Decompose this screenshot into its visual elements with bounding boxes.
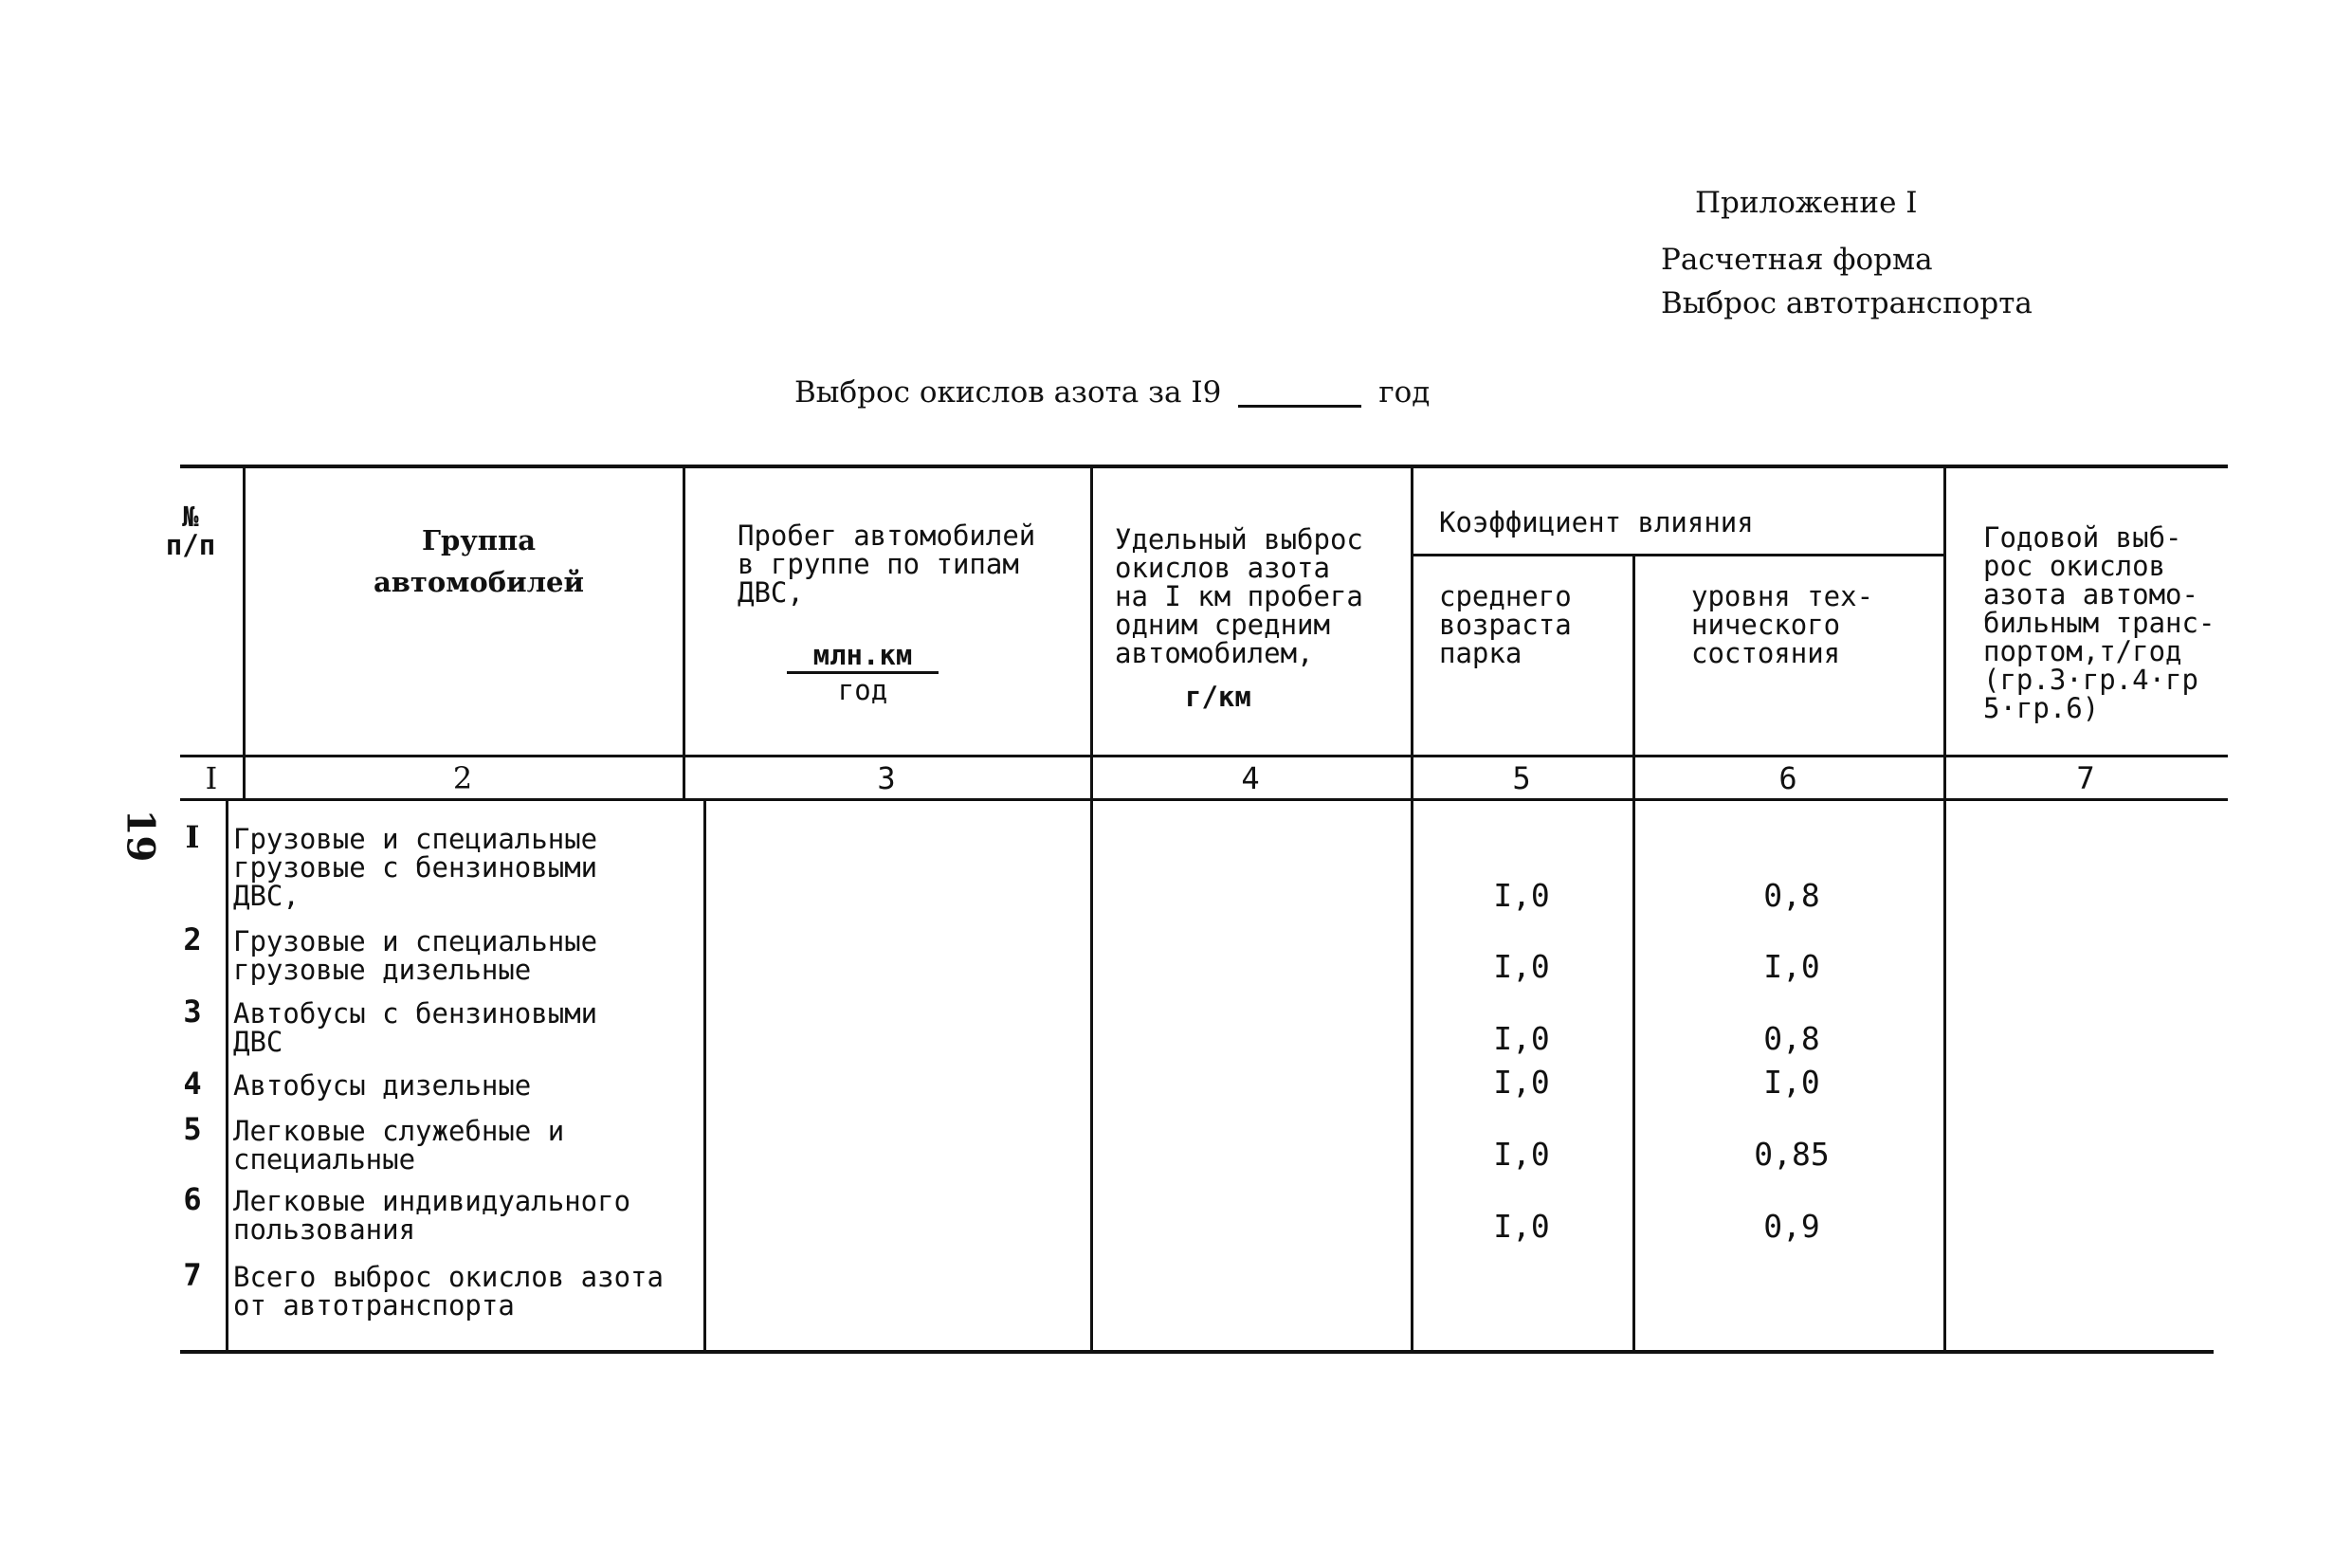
header-col-fleet-age: среднего возраста парка: [1439, 580, 1572, 669]
row-3-tech-coef: 0,8: [1763, 1020, 1820, 1057]
col-divider-1-body: [226, 799, 228, 1351]
row-1-tech-coef: 0,8: [1763, 877, 1820, 914]
row-5-number: 5: [183, 1111, 202, 1147]
header-col-tech-condition: уровня тех- нического состояния: [1691, 580, 1874, 669]
row-1-number: I: [185, 819, 200, 855]
row-1-age-coef: I,0: [1493, 877, 1550, 914]
appendix-label: Приложение I: [1695, 186, 1918, 220]
row-4-group: Автобусы дизельные: [233, 1069, 532, 1102]
col-divider-3: [1090, 466, 1093, 1351]
col-number-5: 5: [1512, 760, 1531, 796]
form-subject-label: Выброс автотранспорта: [1661, 286, 2033, 320]
col-number-6: 6: [1778, 760, 1797, 796]
mileage-unit-numerator: млн.км: [787, 639, 939, 674]
row-6-group: Легковые индивидуального пользования: [233, 1185, 631, 1246]
row-5-age-coef: I,0: [1493, 1136, 1550, 1173]
col-number-7: 7: [2076, 760, 2095, 796]
row-4-tech-coef: I,0: [1763, 1064, 1820, 1101]
mileage-unit-denominator: год: [837, 674, 888, 706]
title-suffix: год: [1378, 375, 1431, 410]
col-number-2: 2: [452, 760, 473, 796]
mileage-unit: [787, 639, 939, 706]
row-2-number: 2: [183, 921, 202, 957]
header-col-group: Группа автомобилей: [373, 524, 585, 598]
row-3-group: Автобусы с бензиновыми ДВС: [233, 997, 598, 1058]
specific-emission-unit: г/км: [1185, 681, 1251, 713]
row-1-group: Грузовые и специальные грузовые с бензиновыми ДВС,: [233, 823, 598, 912]
title-prefix: Выброс окислов азота за I9: [794, 375, 1222, 410]
header-col-specific-emission: Удельный выброс окислов азота на I км пробега одним средним автомобилем,: [1115, 523, 1363, 669]
col-divider-4: [1411, 466, 1413, 1351]
row-3-age-coef: I,0: [1493, 1020, 1550, 1057]
year-blank: [1238, 404, 1361, 408]
col-divider-2-head: [683, 466, 685, 800]
col-number-4: 4: [1241, 760, 1260, 796]
col-number-1: I: [205, 760, 218, 796]
header-bottom-border: [180, 755, 2228, 757]
row-5-group: Легковые служебные и специальные: [233, 1115, 565, 1176]
row-5-tech-coef: 0,85: [1754, 1136, 1830, 1173]
table-bottom-border: [180, 1350, 2214, 1354]
col-divider-5: [1632, 555, 1635, 1351]
col-divider-2-body: [703, 799, 706, 1351]
page-number: 19: [118, 809, 163, 863]
row-2-age-coef: I,0: [1493, 948, 1550, 985]
header-col-number: № п/п: [165, 501, 216, 561]
table-top-border: [180, 465, 2228, 468]
col-number-3: 3: [877, 760, 896, 796]
header-col-mileage: Пробег автомобилей в группе по типам ДВС,: [738, 520, 1036, 609]
row-6-tech-coef: 0,9: [1763, 1208, 1820, 1245]
coef-group-divider: [1413, 554, 1943, 556]
row-4-age-coef: I,0: [1493, 1064, 1550, 1101]
form-type-label: Расчетная форма: [1661, 243, 1933, 277]
row-2-group: Грузовые и специальные грузовые дизельные: [233, 925, 598, 986]
col-divider-1-head: [243, 466, 246, 800]
row-2-tech-coef: I,0: [1763, 948, 1820, 985]
row-4-number: 4: [183, 1066, 202, 1102]
colnum-bottom-border: [180, 798, 2228, 801]
row-3-number: 3: [183, 994, 202, 1030]
document-title: [794, 375, 1430, 410]
row-7-group: Всего выброс окислов азота от автотранспорта: [233, 1261, 664, 1322]
row-7-number: 7: [183, 1257, 202, 1293]
header-coefficient-group: Коэффициент влияния: [1439, 506, 1754, 538]
header-col-annual-emission: Годовой выб- рос окислов азота автомо- бильным транс- портом,т/год (гр.3·гр.4·гр 5·гр.6): [1983, 521, 2215, 724]
row-6-number: 6: [183, 1181, 202, 1217]
row-6-age-coef: I,0: [1493, 1208, 1550, 1245]
col-divider-6: [1943, 466, 1946, 1351]
